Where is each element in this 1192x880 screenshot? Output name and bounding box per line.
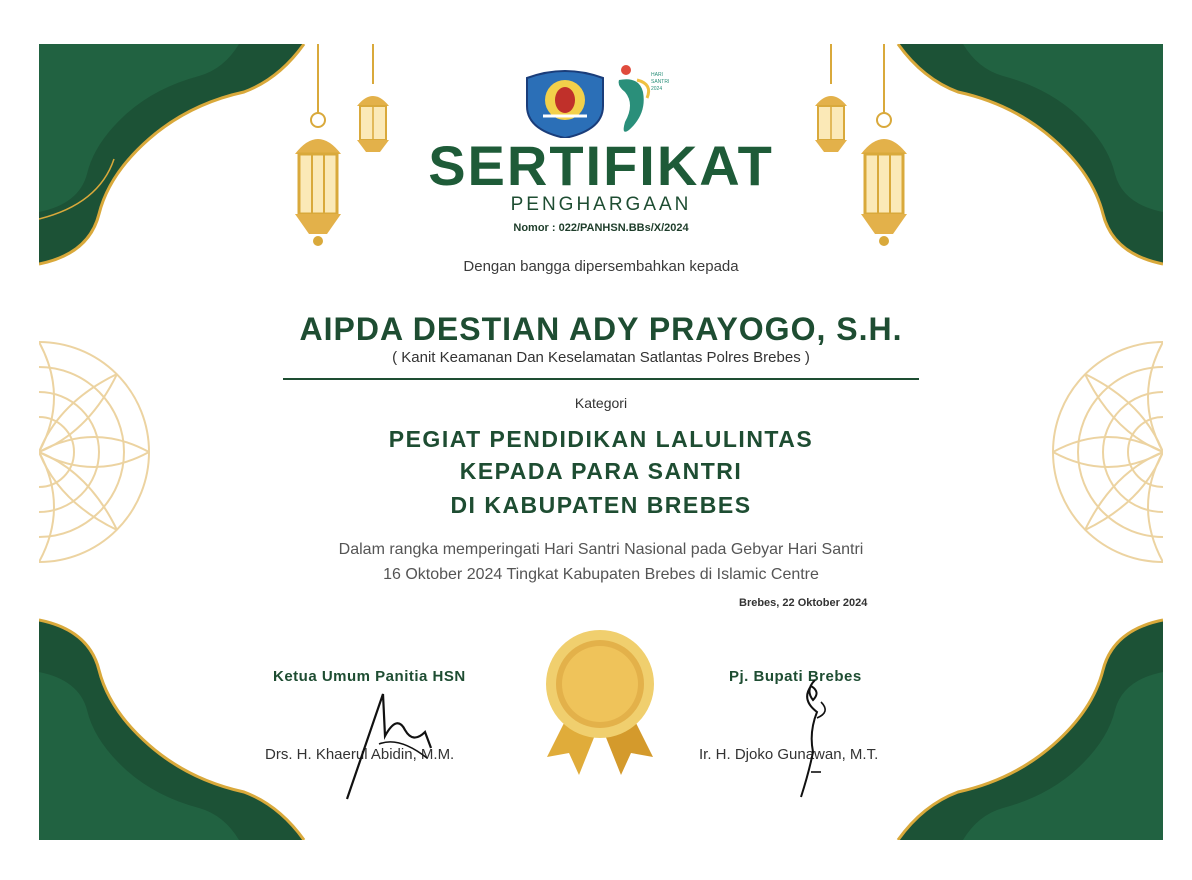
left-signatory-title: Ketua Umum Panitia HSN <box>273 668 466 685</box>
right-signature <box>787 672 847 807</box>
category-label: Kategori <box>574 395 628 411</box>
corner-ornament-bottom-right <box>863 590 1163 840</box>
svg-text:2024: 2024 <box>651 86 663 92</box>
recipient-name: AIPDA DESTIAN ADY PRAYOGO, S.H. <box>299 311 903 347</box>
left-signatory-name: Drs. H. Khaerul Abidin, M.M. <box>265 746 455 763</box>
logos <box>521 58 691 138</box>
category-line: KEPADA PARA SANTRI <box>459 458 743 484</box>
description-line: 16 Oktober 2024 Tingkat Kabupaten Brebes di Islamic Centre <box>383 566 819 583</box>
brebes-regency-emblem-icon <box>521 58 691 138</box>
certificate-number: Nomor : 022/PANHSN.BBs/X/2024 <box>513 222 689 234</box>
category-line: PEGIAT PENDIDIKAN LALULINTAS <box>388 426 814 452</box>
description-line: Dalam rangka memperingati Hari Santri Nasional pada Gebyar Hari Santri <box>338 541 864 558</box>
category-line: DI KABUPATEN BREBES <box>450 492 752 518</box>
gold-medal-icon <box>539 629 661 779</box>
divider <box>283 378 919 380</box>
hari-santri-logo-icon <box>619 65 670 132</box>
right-signatory-title: Pj. Bupati Brebes <box>729 668 862 685</box>
certificate <box>39 44 1163 840</box>
presented-text: Dengan bangga dipersembahkan kepada <box>463 258 739 275</box>
place-date: Brebes, 22 Oktober 2024 <box>739 597 868 609</box>
recipient-position: ( Kanit Keamanan Dan Keselamatan Satlantas Polres Brebes ) <box>392 349 810 366</box>
right-signatory-name: Ir. H. Djoko Gunawan, M.T. <box>699 746 879 763</box>
left-signature <box>339 674 449 809</box>
svg-text:SANTRI: SANTRI <box>651 79 670 85</box>
svg-text:HARI: HARI <box>651 72 663 78</box>
certificate-subtitle: PENGHARGAAN <box>510 194 692 215</box>
corner-ornament-bottom-left <box>39 590 339 840</box>
certificate-title: SERTIFIKAT <box>428 134 774 197</box>
